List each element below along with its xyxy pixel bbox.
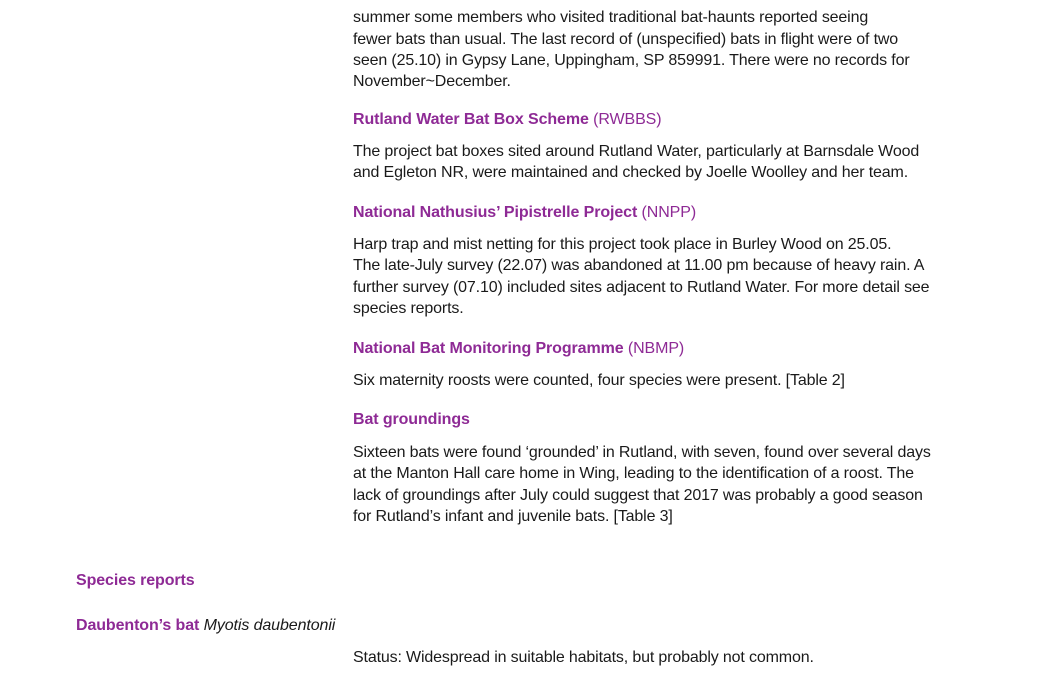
section-abbr: (NNPP) — [641, 204, 697, 221]
nnpp-line-1: Harp trap and mist netting for this project took place in Burley Wood on 25.05. — [353, 236, 892, 253]
section-title: Bat groundings — [353, 411, 470, 428]
nnpp-line-3: further survey (07.10) included sites adjacent to Rutland Water. For more detail see — [353, 278, 930, 296]
groundings-line-1: Sixteen bats were found ‘grounded’ in Rutland, with seven, found over several days — [353, 444, 931, 461]
section-heading-nbmp — [353, 338, 993, 359]
intro-line-4: November~December. — [353, 73, 511, 91]
intro-paragraph — [353, 0, 993, 92]
nnpp-line-4: species reports. — [353, 299, 464, 317]
section-groundings — [353, 409, 993, 430]
section-body-nbmp — [353, 370, 993, 391]
groundings-line-4: for Rutland’s infant and juvenile bats. [Table 3] — [353, 507, 673, 525]
intro-line-2: fewer bats than usual. The last record of (unspecified) bats in flight were of two — [353, 30, 899, 48]
section-title: National Nathusius’ Pipistrelle Project — [353, 204, 638, 221]
nnpp-line-2: The late-July survey (22.07) was abandoned at 11.00 pm because of heavy rain. A — [353, 257, 925, 275]
section-title: National Bat Monitoring Programme — [353, 340, 624, 357]
groundings-line-3: lack of groundings after July could suggest that 2017 was probably a good season — [353, 486, 923, 504]
section-body-nnpp — [353, 234, 993, 319]
section-title: Rutland Water Bat Box Scheme — [353, 111, 589, 128]
section-rwbbs — [353, 109, 993, 130]
section-abbr: (RWBBS) — [593, 111, 662, 128]
rwbbs-line-1: The project bat boxes sited around Rutland Water, particularly at Barnsdale Wood — [353, 143, 920, 160]
species-status-line: Status: Widespread in suitable habitats, but probably not common. — [353, 649, 814, 666]
section-heading-rwbbs — [353, 109, 993, 130]
intro-line-3: seen (25.10) in Gypsy Lane, Uppingham, SP 859991. There were no records for — [353, 51, 910, 69]
section-abbr: (NBMP) — [627, 340, 685, 357]
species-common-name: Daubenton’s bat — [76, 617, 200, 634]
species-name-heading — [76, 615, 335, 636]
section-body-groundings — [353, 442, 993, 527]
intro-line-1: summer some members who visited traditional bat-haunts reported seeing — [353, 9, 869, 27]
section-heading-nnpp — [353, 202, 993, 223]
section-heading-groundings — [353, 409, 993, 430]
nbmp-line-1: Six maternity roosts were counted, four species were present. [Table 2] — [353, 372, 845, 389]
species-status — [353, 647, 993, 668]
groundings-line-2: at the Manton Hall care home in Wing, leading to the identification of a roost. The — [353, 465, 914, 483]
section-nnpp — [353, 202, 993, 223]
rwbbs-line-2: and Egleton NR, were maintained and checked by Joelle Woolley and her team. — [353, 164, 909, 182]
section-body-rwbbs — [353, 141, 993, 184]
species-latin-name: Myotis daubentonii — [203, 617, 336, 634]
section-nbmp — [353, 338, 993, 359]
species-reports-heading: Species reports — [76, 572, 195, 589]
